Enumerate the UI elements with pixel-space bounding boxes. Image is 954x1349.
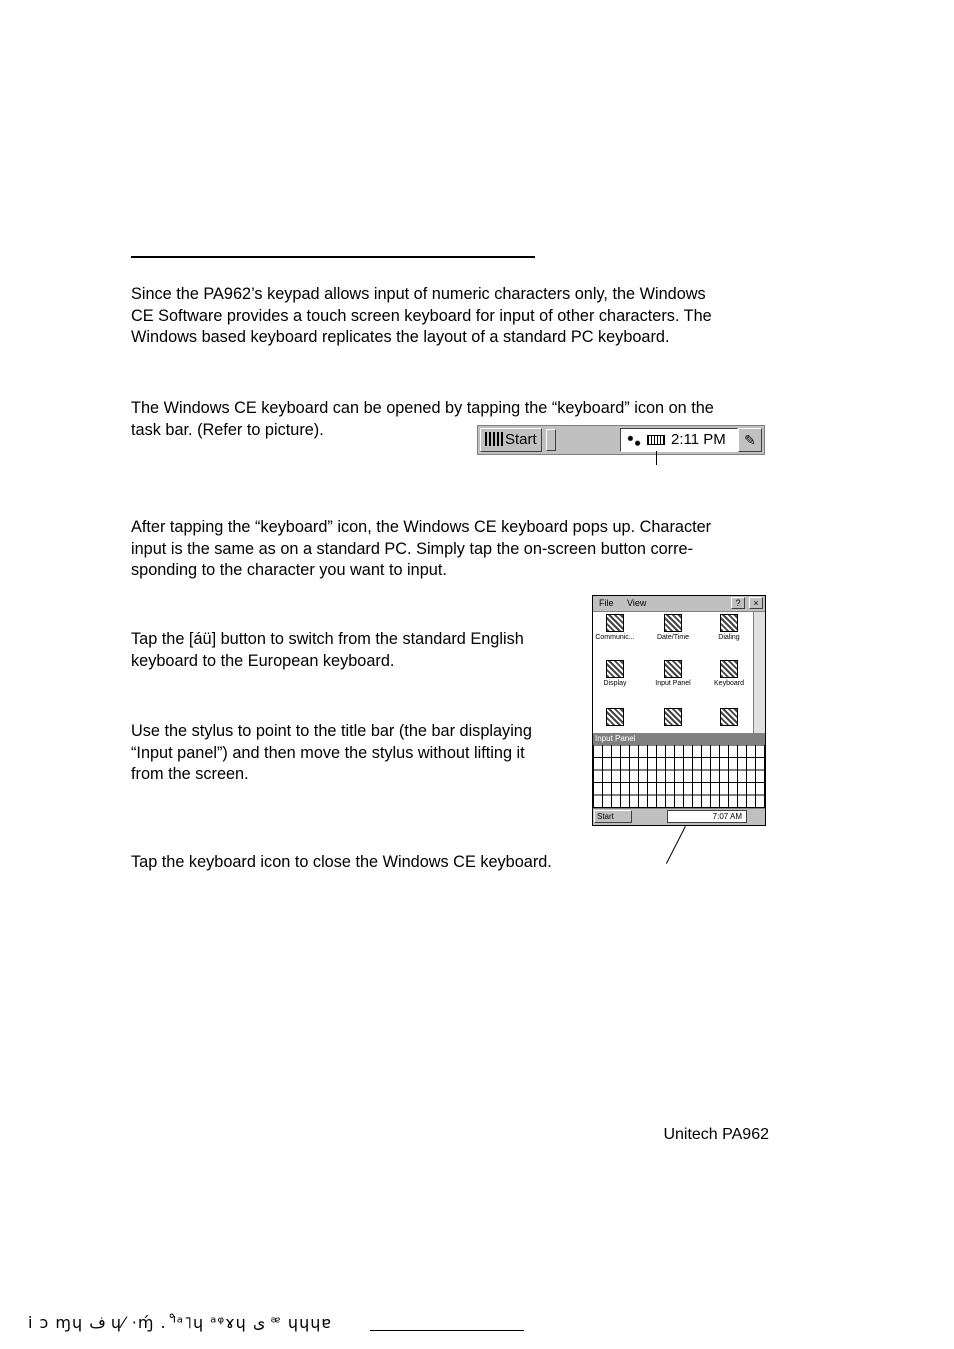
input-panel-titlebar: Input Panel xyxy=(593,733,765,745)
icon-row3-b xyxy=(653,708,693,728)
paragraph-intro: Since the PA962’s keypad allows input of numeric characters only, the Windows CE Software provides a touch screen keyboard for input of other characters. The Windows based keyboard replicates the layout of a standard PC keyboard. xyxy=(131,285,712,346)
device-menubar xyxy=(593,596,765,612)
paragraph-open-keyboard: The Windows CE keyboard can be opened by tapping the “keyboard” icon on the task bar. (Refer to picture). xyxy=(131,399,714,439)
icon-row3-c xyxy=(709,708,749,728)
icon-dialing: Dialing xyxy=(709,614,749,641)
footer-underline xyxy=(370,1330,524,1331)
device-taskbar xyxy=(593,808,765,826)
help-button: ? xyxy=(731,597,745,609)
device-pointer-line xyxy=(666,826,686,864)
device-screenshot xyxy=(592,595,766,826)
icon-communication: Communic... xyxy=(595,614,635,641)
icon-display: Display xyxy=(595,660,635,687)
keyboard-icon xyxy=(647,435,665,445)
footer-product: Unitech PA962 xyxy=(663,1126,769,1143)
control-panel-area xyxy=(593,612,753,733)
section-rule xyxy=(131,256,535,258)
menu-view: View xyxy=(627,598,647,608)
taskbar-screenshot xyxy=(477,425,765,455)
system-tray xyxy=(620,428,738,452)
icon-row3-a xyxy=(595,708,635,728)
device-tray-clock: 7:07 AM xyxy=(667,810,747,823)
paragraph-move-keyboard: Use the stylus to point to the title bar (the bar displaying “Input panel”) and then move the stylus without lifting it from the screen. xyxy=(131,722,532,783)
device-start-button: Start xyxy=(594,810,632,823)
start-button xyxy=(480,428,542,452)
device-scrollbar xyxy=(753,612,766,733)
taskbar-separator xyxy=(546,429,556,451)
paragraph-switch-keyboard: Tap the [áü] button to switch from the standard English keyboard to the European keyboard. xyxy=(131,630,524,670)
paragraph-close-keyboard: Tap the keyboard icon to close the Windows CE keyboard. xyxy=(131,853,552,871)
windows-flag-icon xyxy=(485,432,503,446)
desktop-toggle-icon: ✎ xyxy=(738,428,762,452)
tray-clock: 2:11 PM xyxy=(671,431,726,448)
garbled-footer-text: i ɔ ɱɥ ف ɥ⁄ ·ɱ́ . ᑊ̊ᵃ˥ɥ ᵃᵠɤɥ ى ᵆ ɥɥɥɐ xyxy=(28,1313,332,1332)
icon-datetime: Date/Time xyxy=(653,614,693,641)
paragraph-keyboard-popup: After tapping the “keyboard” icon, the Windows CE keyboard pops up. Character input is the same as on a standard PC. Simply tap the on-screen button corre- sponding to the character you want to input. xyxy=(131,518,712,579)
icon-keyboard: Keyboard xyxy=(709,660,749,687)
icon-input-panel: Input Panel xyxy=(653,660,693,687)
start-label: Start xyxy=(505,431,537,448)
menu-file: File xyxy=(599,598,614,608)
network-icon xyxy=(625,432,643,448)
soft-keyboard xyxy=(593,745,765,808)
close-button: × xyxy=(749,597,763,609)
keyboard-pointer-line xyxy=(656,451,657,465)
